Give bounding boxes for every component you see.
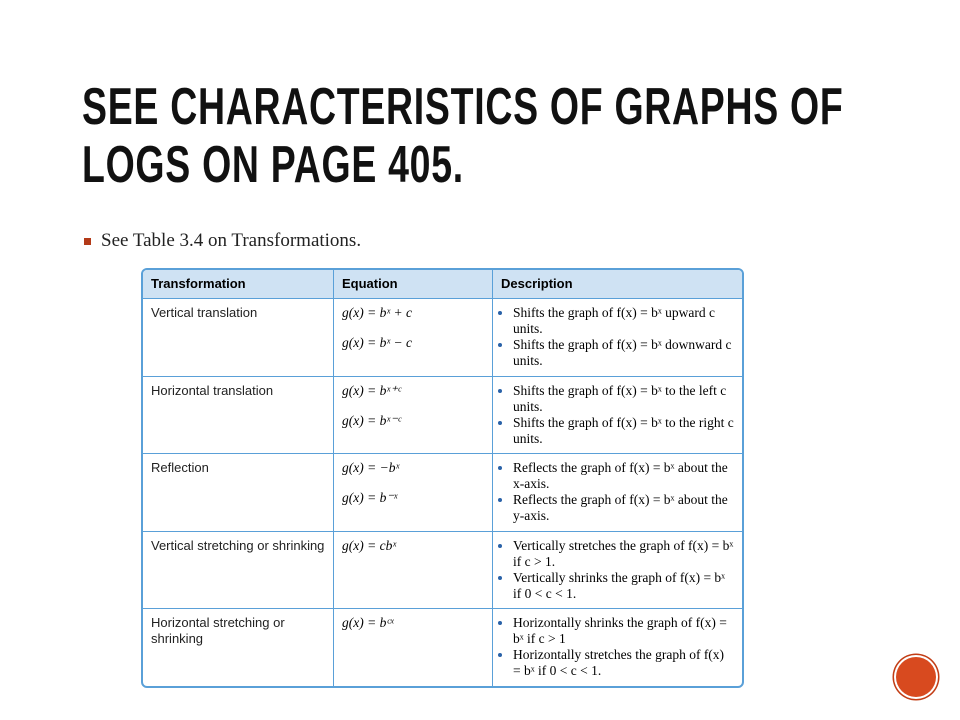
equation: g(x) = bˣ⁺ᶜ (342, 382, 401, 398)
slide-title-line-1: SEE CHARACTERISTICS OF GRAPHS OF (82, 78, 844, 136)
cell-equation (334, 531, 493, 609)
cell-equation (334, 609, 493, 686)
cell-equation (334, 376, 493, 454)
equation: g(x) = bˣ + c (342, 305, 413, 320)
bullet-item (84, 230, 361, 252)
header-description: Description (493, 270, 743, 299)
cell-transformation: Vertical translation (143, 299, 334, 377)
cell-description (493, 609, 743, 686)
description-item: • Reflects the graph of f(x) = bˣ about the y-axis. (513, 492, 734, 524)
cell-transformation: Reflection (143, 454, 334, 532)
equation: g(x) = b⁻ˣ (342, 490, 398, 506)
header-transformation: Transformation (143, 270, 334, 299)
table-row (143, 376, 742, 454)
cell-transformation: Vertical stretching or shrinking (143, 531, 334, 609)
equation: g(x) = −bˣ (342, 460, 400, 476)
table-row (143, 454, 742, 532)
cell-description (493, 376, 743, 454)
equation: g(x) = cbˣ (342, 537, 397, 553)
description-item: • Vertically shrinks the graph of f(x) = bˣ if 0 < c < 1. (513, 570, 734, 602)
cell-transformation: Horizontal stretching or shrinking (143, 609, 334, 686)
slide-title (82, 78, 844, 194)
description-item: • Vertically stretches the graph of f(x) = bˣ if c > 1. (513, 538, 734, 570)
description-item: • Shifts the graph of f(x) = bˣ upward c units. (513, 305, 734, 337)
table-header-row (143, 270, 742, 299)
bullet-text: See Table 3.4 on Transformations. (101, 230, 362, 251)
table-row (143, 299, 742, 377)
description-item: • Shifts the graph of f(x) = bˣ to the right c units. (513, 415, 734, 447)
table-row (143, 609, 742, 686)
transformations-table-grid (143, 270, 742, 686)
square-bullet-icon (84, 238, 91, 245)
decorative-circle-icon (896, 657, 936, 697)
cell-transformation: Horizontal translation (143, 376, 334, 454)
description-item: • Horizontally stretches the graph of f(x) = bˣ if 0 < c < 1. (513, 647, 734, 679)
equation: g(x) = bˣ − c (342, 335, 413, 350)
table-row (143, 531, 742, 609)
description-item: • Shifts the graph of f(x) = bˣ to the left c units. (513, 383, 734, 415)
transformations-table (141, 268, 744, 688)
equation: g(x) = bˣ⁻ᶜ (342, 412, 401, 428)
description-item: • Reflects the graph of f(x) = bˣ about the x-axis. (513, 460, 734, 492)
description-item: • Shifts the graph of f(x) = bˣ downward c units. (513, 337, 734, 369)
cell-description (493, 299, 743, 377)
cell-equation (334, 299, 493, 377)
equation: g(x) = bᶜˣ (342, 615, 394, 631)
cell-description (493, 531, 743, 609)
cell-description (493, 454, 743, 532)
header-equation: Equation (334, 270, 493, 299)
cell-equation (334, 454, 493, 532)
slide-title-line-2: LOGS ON PAGE 405. (82, 136, 464, 194)
description-item: • Horizontally shrinks the graph of f(x) = bˣ if c > 1 (513, 615, 734, 647)
